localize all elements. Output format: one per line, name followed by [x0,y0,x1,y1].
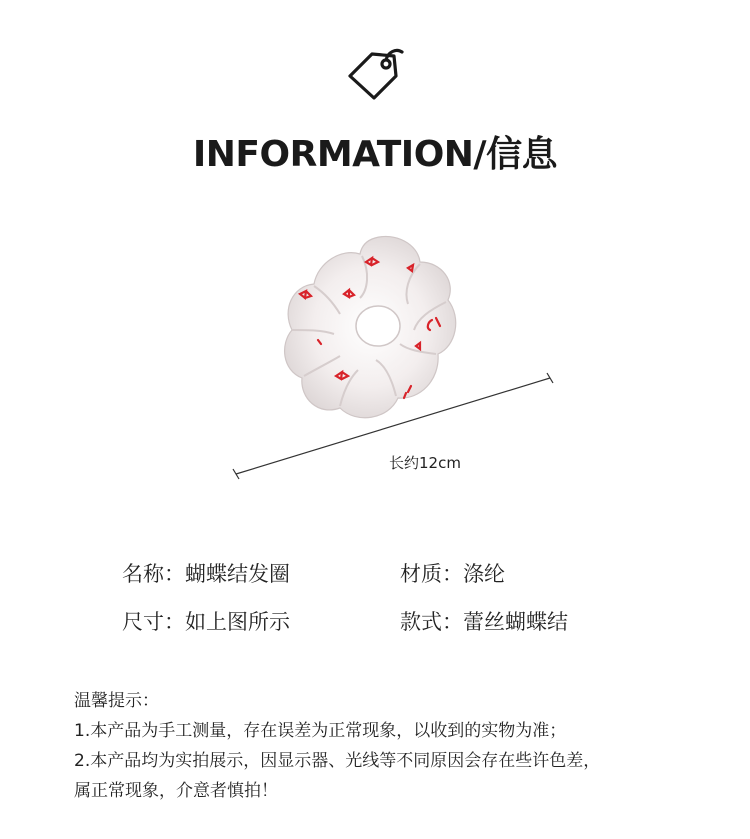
spec-material: 材质：涤纶 [400,562,505,586]
tips-line-3: 属正常现象，介意者慎拍！ [74,781,278,801]
tips-line-1: 1.本产品为手工测量，存在误差为正常现象，以收到的实物为准； [74,721,567,741]
tips-heading: 温馨提示： [74,691,159,711]
spec-size: 尺寸：如上图所示 [122,610,290,634]
dimension-label: 长约12cm [389,454,461,472]
spec-name: 名称：蝴蝶结发圈 [122,562,290,586]
spec-style: 款式：蕾丝蝴蝶结 [400,610,568,634]
tips-section [74,686,734,806]
tips-line-2: 2.本产品均为实拍展示，因显示器、光线等不同原因会存在些许色差， [74,751,601,771]
page-title: INFORMATION/信息 [192,134,558,175]
